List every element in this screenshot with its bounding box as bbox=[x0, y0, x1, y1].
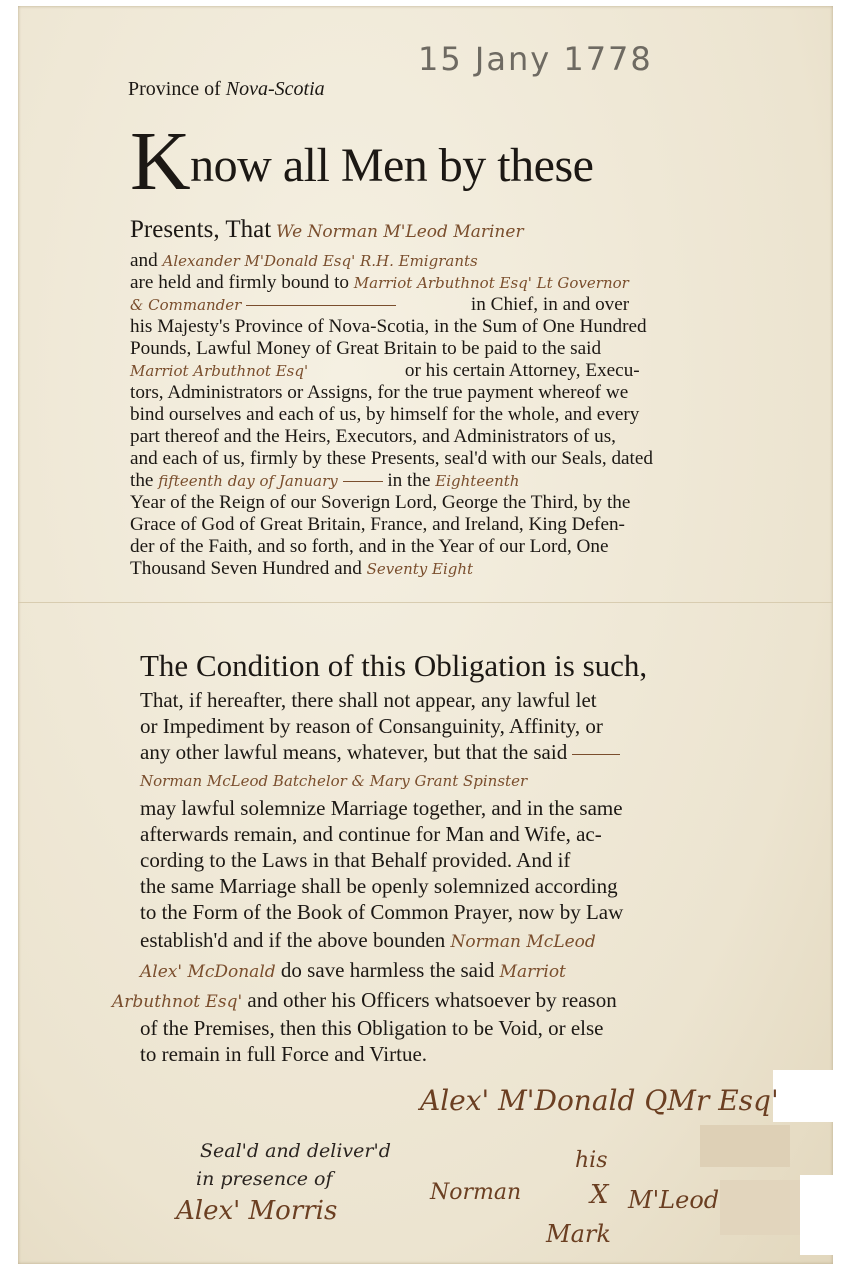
fill-rule bbox=[572, 754, 620, 755]
title-rest: now all Men by these bbox=[190, 139, 594, 192]
handwritten-fill: We Norman M'Leod Mariner bbox=[275, 222, 524, 242]
province-name: Nova-Scotia bbox=[225, 78, 325, 100]
handwritten-fill: Norman McLeod Batchelor & Mary Grant Spinster bbox=[140, 772, 528, 790]
condition-line-7: cording to the Laws in that Behalf provided. And if bbox=[140, 848, 571, 872]
body-line-3 bbox=[130, 272, 629, 294]
signature-his: his bbox=[575, 1148, 608, 1173]
line-text: do save harmless the said bbox=[280, 958, 495, 982]
seal-tab bbox=[720, 1180, 800, 1235]
witness-label-1: Seal'd and deliver'd bbox=[200, 1140, 391, 1162]
fill-rule bbox=[246, 305, 396, 306]
body-line-13: Year of the Reign of our Soverign Lord, George the Third, by the bbox=[130, 492, 631, 513]
condition-line-6: afterwards remain, and continue for Man and Wife, ac- bbox=[140, 822, 602, 846]
date-annotation: 15 Jany 1778 bbox=[418, 40, 653, 78]
province-heading bbox=[128, 78, 325, 101]
handwritten-fill: fifteenth day of January bbox=[158, 472, 338, 490]
condition-line-4 bbox=[140, 768, 527, 791]
paper-cutout bbox=[773, 1070, 844, 1122]
signature-mcleod: M'Leod bbox=[628, 1186, 720, 1214]
body-line-12 bbox=[130, 470, 519, 492]
fill-rule bbox=[343, 481, 383, 482]
handwritten-fill: & Commander bbox=[130, 296, 242, 314]
body-line-4 bbox=[130, 294, 629, 316]
body-line-8: tors, Administrators or Assigns, for the true payment whereof we bbox=[130, 382, 629, 403]
witness-signature: Alex' Morris bbox=[176, 1196, 338, 1226]
condition-line-5: may lawful solemnize Marriage together, and in the same bbox=[140, 796, 623, 820]
handwritten-fill: Marriot Arbuthnot Esq' Lt Governor bbox=[353, 274, 629, 292]
condition-line-8: the same Marriage shall be openly solemnized according bbox=[140, 874, 618, 898]
body-line-7 bbox=[130, 360, 640, 382]
handwritten-fill: Arbuthnot Esq' bbox=[112, 992, 243, 1012]
handwritten-fill: Marriot bbox=[499, 962, 566, 982]
document-title bbox=[130, 115, 594, 208]
signature-mark: Mark bbox=[546, 1220, 611, 1248]
line-text: in Chief, in and over bbox=[470, 294, 630, 315]
condition-line-3 bbox=[140, 740, 620, 765]
body-line-9: bind ourselves and each of us, by himself for the whole, and every bbox=[130, 404, 640, 425]
handwritten-fill: Alex' McDonald bbox=[140, 962, 276, 982]
handwritten-fill: Norman McLeod bbox=[450, 932, 596, 952]
line-text: and other his Officers whatsoever by reason bbox=[247, 988, 617, 1012]
condition-line-1: That, if hereafter, there shall not appear, any lawful let bbox=[140, 688, 597, 712]
body-line-10: part thereof and the Heirs, Executors, and Administrators of us, bbox=[130, 426, 616, 447]
condition-line-9: to the Form of the Book of Common Prayer, now by Law bbox=[140, 900, 624, 924]
signature-norman: Norman bbox=[430, 1180, 522, 1205]
line-text: are held and firmly bound to bbox=[130, 272, 349, 293]
body-line-14: Grace of God of Great Britain, France, and Ireland, King Defen- bbox=[130, 514, 625, 535]
body-line-5: his Majesty's Province of Nova-Scotia, in the Sum of One Hundred bbox=[130, 316, 647, 337]
witness-label-2: in presence of bbox=[196, 1168, 333, 1190]
line-text: Presents, That bbox=[130, 216, 272, 243]
fold-crease bbox=[18, 602, 833, 603]
line-text: or his certain Attorney, Execu- bbox=[404, 360, 640, 381]
condition-line-2: or Impediment by reason of Consanguinity, Affinity, or bbox=[140, 714, 603, 738]
body-line-16 bbox=[130, 558, 473, 580]
line-text: in the bbox=[387, 470, 431, 491]
line-text: any other lawful means, whatever, but that the said bbox=[140, 740, 568, 764]
body-line-2 bbox=[130, 250, 478, 272]
condition-line-14: to remain in full Force and Virtue. bbox=[140, 1042, 428, 1066]
condition-line-13: of the Premises, then this Obligation to be Void, or else bbox=[140, 1016, 604, 1040]
handwritten-fill: Alexander M'Donald Esq' R.H. Emigrants bbox=[162, 252, 478, 270]
signature-donald: Alex' M'Donald QMr Esq' bbox=[420, 1084, 779, 1117]
line-text: and bbox=[130, 250, 158, 271]
body-line-6: Pounds, Lawful Money of Great Britain to be paid to the said bbox=[130, 338, 602, 359]
title-initial: K bbox=[130, 115, 191, 208]
body-line-11: and each of us, firmly by these Presents, seal'd with our Seals, dated bbox=[130, 448, 653, 469]
condition-line-12 bbox=[112, 988, 617, 1013]
body-line-15: der of the Faith, and so forth, and in the Year of our Lord, One bbox=[130, 536, 609, 557]
seal-tab bbox=[700, 1125, 790, 1167]
province-label: Province of bbox=[128, 78, 221, 100]
condition-line-10 bbox=[140, 928, 596, 953]
body-line-1 bbox=[130, 216, 524, 244]
paper-cutout bbox=[800, 1175, 844, 1255]
signature-mark-x: X bbox=[590, 1180, 609, 1210]
handwritten-fill: Eighteenth bbox=[435, 472, 520, 490]
line-text: establish'd and if the above bounden bbox=[140, 928, 446, 952]
condition-line-11 bbox=[140, 958, 566, 983]
line-text: the bbox=[130, 470, 154, 491]
handwritten-fill: Seventy Eight bbox=[366, 560, 474, 578]
condition-title: The Condition of this Obligation is such, bbox=[140, 648, 648, 683]
line-text: Thousand Seven Hundred and bbox=[130, 558, 362, 579]
handwritten-fill: Marriot Arbuthnot Esq' bbox=[130, 362, 309, 380]
